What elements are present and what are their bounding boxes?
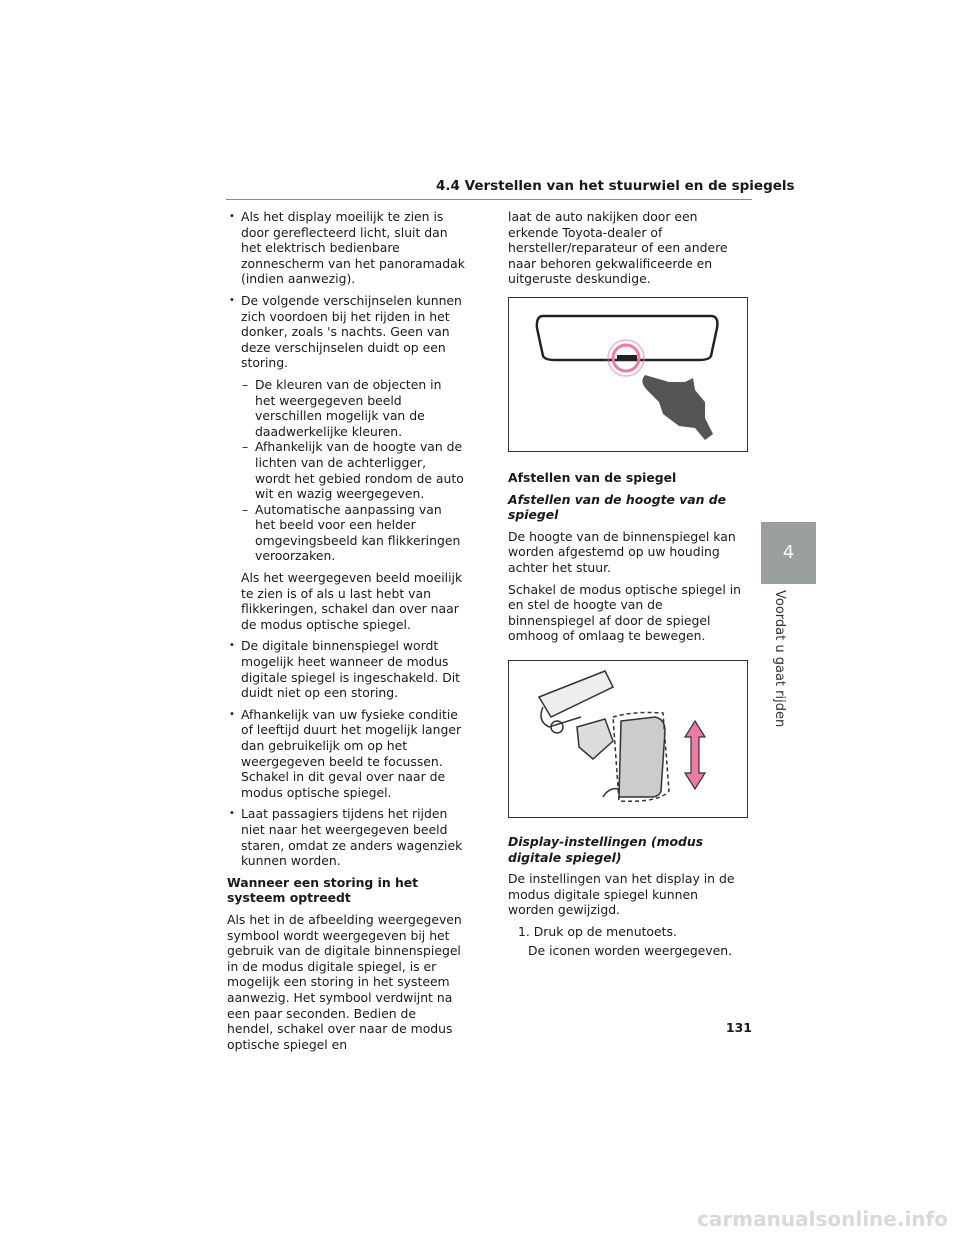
- header-rule: [226, 199, 752, 200]
- bullet-focus: • Afhankelijk van uw fysieke conditie of leeftijd duurt het mogelijk langer dan gebruikelijk om op het weergegeven beeld te focussen. Schakel in dit geval over naar de modus optische spiegel.: [227, 707, 465, 801]
- bullet-night-phenomena: [227, 293, 465, 371]
- bullet-night-phenomena-text: • De volgende verschijnselen kunnen zich voordoen bij het rijden in het donker, zoals 's nachts. Geen van deze verschijnselen duidt op een storing.: [241, 292, 462, 371]
- dash-item-lights: – Afhankelijk van de hoogte van de lichten van de achterligger, wordt het gebied rondom de auto wit en wazig weergegeven.: [227, 439, 465, 501]
- mirror-tilt-illustration: [509, 661, 747, 817]
- display-settings-subheading: Display-instellingen (modus digitale spiegel): [508, 833, 704, 865]
- figure-mirror-button: [508, 297, 748, 452]
- malfunction-paragraph: Als het in de afbeelding weergegeven symbool wordt weergegeven bij het gebruik van de digitale binnenspiegel in de modus digitale spiegel, is er mogelijk een storing in het systeem aanwezig. Het symbool verdwijnt na een paar seconden. Bedien de hendel, schakel over naar de modus optische spiegel en: [227, 911, 462, 1052]
- header-title: 4.4 Verstellen van het stuurwiel en de spiegels: [436, 178, 795, 194]
- up-down-arrow-icon: [685, 721, 705, 789]
- adjust-height-subheading: Afstellen van de hoogte van de spiegel: [508, 491, 727, 523]
- mirror-button-illustration: [509, 298, 747, 451]
- right-column: [508, 209, 746, 959]
- malfunction-paragraph-continued: laat de auto nakijken door een erkende Toyota-dealer of hersteller/reparateur of een andere naar behoren gekwalificeerde en uitgeruste deskundige.: [508, 209, 728, 287]
- bullet-passengers: • Laat passagiers tijdens het rijden niet naar het weergegeven beeld staren, omdat ze anders wagenziek kunnen worden.: [227, 806, 465, 868]
- hand-pointing-icon: [642, 375, 713, 440]
- step-1: 1. Druk op de menutoets.: [518, 923, 677, 939]
- bullet-display-reflection: • Als het display moeilijk te zien is door gereflecteerd licht, sluit dan het elektrisch bedienbare zonnescherm van het panoramadak (indien aanwezig).: [227, 209, 465, 287]
- adjust-height-paragraph: De hoogte van de binnenspiegel kan worden afgestemd op uw houding achter het stuur.: [508, 528, 736, 575]
- malfunction-heading: Wanneer een storing in het systeem optreedt: [227, 874, 419, 906]
- bullet-night-continuation: Als het weergegeven beeld moeilijk te zien is of als u last hebt van flikkeringen, schakel dan over naar de modus optische spiegel.: [241, 570, 463, 632]
- chapter-title: Voordat u gaat rijden: [772, 590, 787, 728]
- watermark-text: carmanualsonline.info: [697, 1207, 948, 1231]
- step-1-result: De iconen worden weergegeven.: [528, 943, 733, 959]
- dash-item-flicker: – Automatische aanpassing van het beeld voor een helder omgevingsbeeld kan flikkeringen veroorzaken.: [227, 502, 465, 564]
- dash-item-colors: – De kleuren van de objecten in het weergegeven beeld verschillen mogelijk van de daadwerkelijke kleuren.: [227, 377, 465, 439]
- chapter-title-vertical: [761, 590, 787, 770]
- figure-mirror-tilt: [508, 660, 748, 818]
- left-column: [227, 209, 465, 1058]
- adjust-height-instructions: Schakel de modus optische spiegel in en stel de hoogte van de binnenspiegel af door de spiegel omhoog of omlaag te bewegen.: [508, 581, 742, 644]
- bullet-mirror-hot: • De digitale binnenspiegel wordt mogelijk heet wanneer de modus digitale spiegel is ingeschakeld. Dit duidt niet op een storing.: [227, 638, 465, 700]
- chapter-tab[interactable]: 4: [761, 522, 816, 584]
- page-number: 131: [725, 1020, 752, 1035]
- watermark-logo: [680, 1206, 950, 1232]
- adjust-mirror-heading: Afstellen van de spiegel: [508, 469, 677, 485]
- display-settings-paragraph: De instellingen van het display in de modus digitale spiegel kunnen worden gewijzigd.: [508, 871, 735, 918]
